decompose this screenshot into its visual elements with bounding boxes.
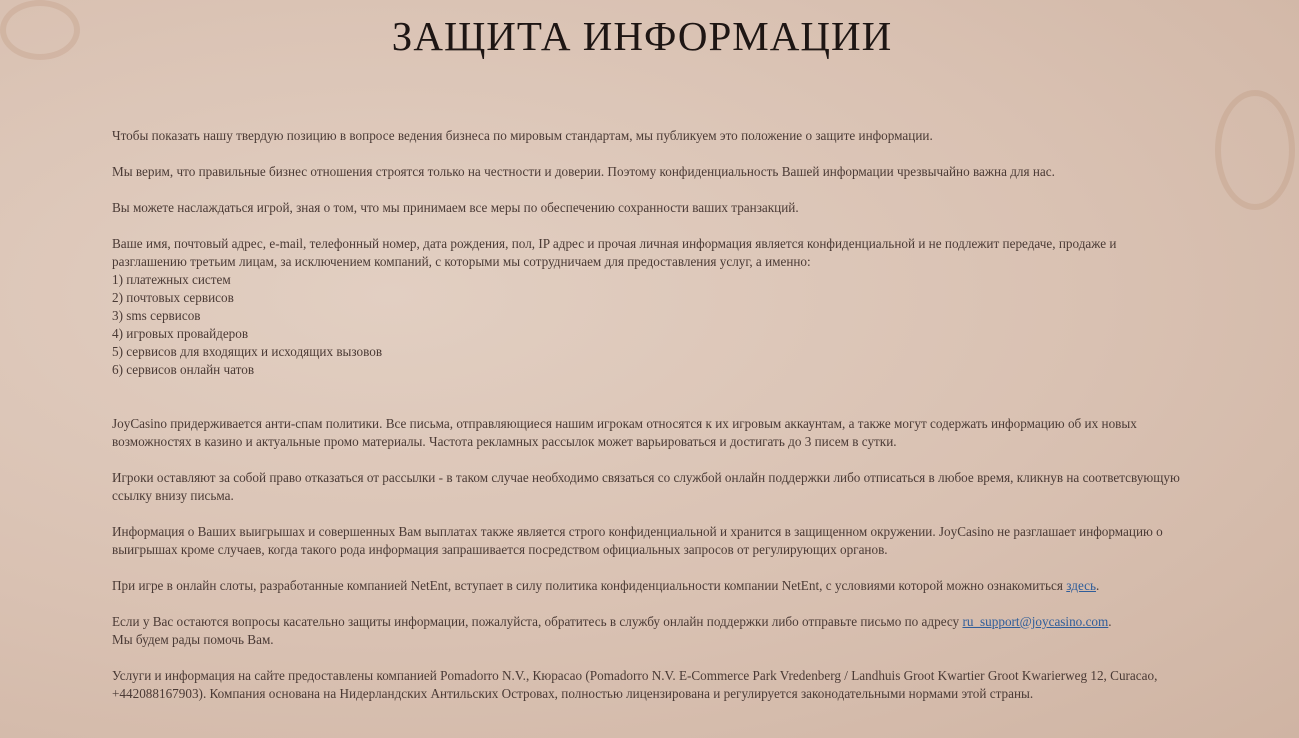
paragraph: JoyCasino придерживается анти-спам политики. Все письма, отправляющиеся нашим игрокам относятся к их игровым аккаунтам, а также могут содержать информацию об их новых возможностях в казино и актуальные промо материалы. Частота рекламных рассылок может варьироваться и достигать до 3 писем в сутки. <box>112 416 1137 449</box>
list-item: 6) сервисов онлайн чатов <box>112 362 255 377</box>
page-title: ЗАЩИТА ИНФОРМАЦИИ <box>391 13 893 59</box>
contact-closing: Мы будем рады помочь Вам. <box>112 632 274 647</box>
punctuation: . <box>1096 578 1100 593</box>
company-paragraph: Услуги и информация на сайте предоставлены компанией Pomadorro N.V., Кюрасао (Pomadorro N.V. E-Commerce Park Vredenberg / Landhuis Groot Kwartier Groot Kwarierweg 12, Curacao, +442088167903). Компания основана на Нидерландских Антильских Островах, полностью лицензирована и регулируется законодательными нормами этой страны. <box>112 668 1158 701</box>
decorative-circle <box>1215 90 1295 210</box>
paragraph: Мы верим, что правильные бизнес отношения строятся только на честности и доверии. Поэтому конфиденциальность Вашей информации чрезвычайно важна для нас. <box>112 164 1055 179</box>
netent-text: При игре в онлайн слоты, разработанные компанией NetEnt, вступает в силу политика конфиденциальности компании NetEnt, с условиями которой можно ознакомиться <box>112 578 1067 593</box>
contact-text: Если у Вас остаются вопросы касательно защиты информации, пожалуйста, обратитесь в службу онлайн поддержки либо отправьте письмо по адресу <box>112 614 963 629</box>
netent-paragraph <box>112 577 1187 595</box>
contact-paragraph <box>112 613 1187 649</box>
punctuation: . <box>1108 614 1112 629</box>
list-item: 1) платежных систем <box>112 272 231 287</box>
list-item: 5) сервисов для входящих и исходящих вызовов <box>112 344 383 359</box>
policy-content <box>112 127 1187 721</box>
personal-info-paragraph <box>112 235 1187 379</box>
paragraph: Информация о Ваших выигрышах и совершенных Вам выплатах также является строго конфиденциальной и хранится в защищенном окружении. JoyCasino не разглашает информацию о выигрышах кроме случаев, когда такого рода информация запрашивается посредством официальных запросов от регулирующих органов. <box>112 524 1163 557</box>
list-item: 2) почтовых сервисов <box>112 290 234 305</box>
paragraph: Чтобы показать нашу твердую позицию в вопросе ведения бизнеса по мировым стандартам, мы публикуем это положение о защите информации. <box>112 128 933 143</box>
list-item: 3) sms сервисов <box>112 308 201 323</box>
list-item: 4) игровых провайдеров <box>112 326 249 341</box>
personal-info-intro: Ваше имя, почтовый адрес, e-mail, телефонный номер, дата рождения, пол, IP адрес и прочая личная информация является конфиденциальной и не подлежит передаче, продаже и разглашению третьим лицам, за исключением компаний, с которыми мы сотрудничаем для предоставления услуг, а именно: <box>112 236 1117 269</box>
paragraph: Игроки оставляют за собой право отказаться от рассылки - в таком случае необходимо связаться со службой онлайн поддержки либо отписаться в любое время, кликнув на соответсвующую ссылку внизу письма. <box>112 470 1180 503</box>
support-email-link[interactable]: ru_support@joycasino.com <box>962 614 1109 629</box>
netent-policy-link[interactable]: здесь <box>1066 578 1097 593</box>
paragraph: Вы можете наслаждаться игрой, зная о том, что мы принимаем все меры по обеспечению сохранности ваших транзакций. <box>112 200 799 215</box>
